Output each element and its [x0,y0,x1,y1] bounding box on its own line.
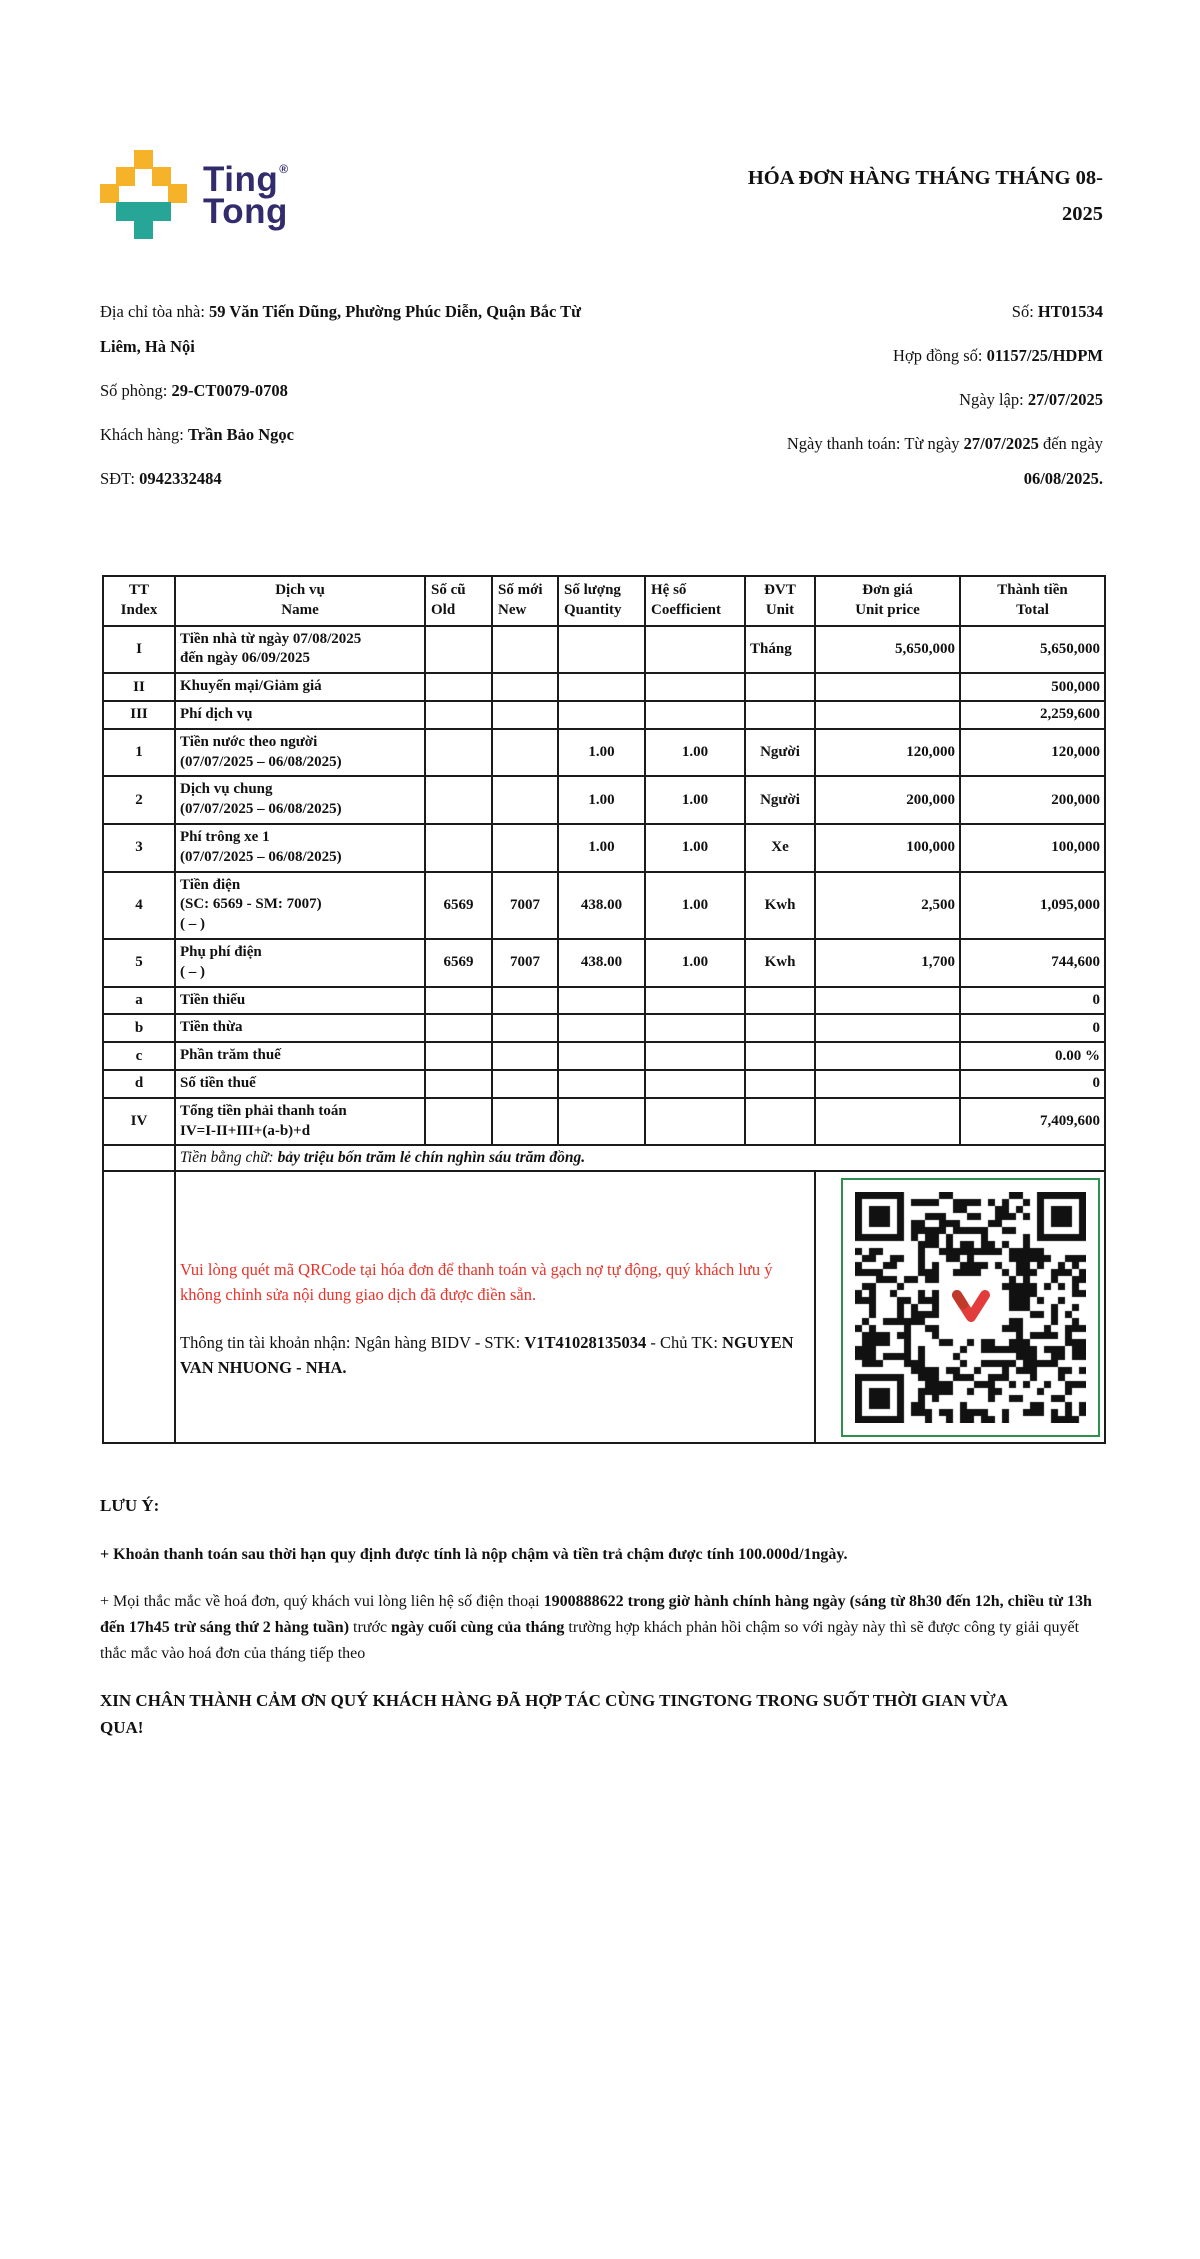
column-header: Số cũ Old [425,576,492,626]
table-row: b Tiền thừa 0 [103,1014,1105,1042]
notes-heading: LƯU Ý: [100,1496,160,1516]
payment-instructions [175,1171,815,1443]
table-row: 1 Tiền nước theo người (07/07/2025 – 06/08/2025) 1.00 1.00 Người 120,000 120,000 [103,729,1105,777]
invoice-info [0,294,1200,505]
column-header: TT Index [103,576,175,626]
invoice-number: Số: HT01534 [1011,302,1103,321]
contract-number: Hợp đồng số: 01157/25/HDPM [893,346,1103,365]
customer-name: Khách hàng: Trần Bảo Ngọc [100,425,295,444]
table-header-row [103,576,1105,626]
building-address: Địa chỉ tòa nhà: 59 Văn Tiến Dũng, Phường Phúc Diễn, Quận Bắc Từ Liêm, Hà Nội [100,302,582,356]
qr-code-box [841,1178,1100,1437]
logo-pixel-icon [100,150,188,238]
table-row: I Tiền nhà từ ngày 07/08/2025 đến ngày 06/09/2025 Tháng 5,650,000 5,650,000 [103,626,1105,674]
logo-wordmark: Ting® Tong [203,160,289,232]
column-header: Số lượng Quantity [558,576,645,626]
notes-section [0,1496,1200,1741]
invoice-meta [711,294,1103,505]
payment-period: Ngày thanh toán: Từ ngày 27/07/2025 đến ngày 06/08/2025. [786,434,1103,488]
tingtong-logo [100,150,289,238]
column-header: Dịch vụ Name [175,576,425,626]
amount-in-words: Tiền bằng chữ: bảy triệu bốn trăm lẻ chín nghìn sáu trăm đồng. [175,1145,1105,1171]
table-row: II Khuyến mại/Giảm giá 500,000 [103,673,1105,701]
hotline-note: + Mọi thắc mắc về hoá đơn, quý khách vui lòng liên hệ số điện thoại 1900888622 trong giờ hành chính hàng ngày (sáng từ 8h30 đến 12h, chiều từ 13h đến 17h45 trừ sáng thứ 2 hàng tuần) trước ngày cuối cùng của tháng trường hợp khách phản hồi chậm so với ngày này thì sẽ được công ty giải quyết thắc mắc vào hoá đơn của tháng tiếp theo [100,1593,1092,1663]
invoice-table [102,575,1106,1444]
customer-phone: SĐT: 0942332484 [100,469,222,488]
table-row: a Tiền thiếu 0 [103,987,1105,1015]
column-header: Số mới New [492,576,558,626]
table-row: IV Tổng tiền phải thanh toán IV=I-II+III+(a-b)+d 7,409,600 [103,1098,1105,1146]
column-header: ĐVT Unit [745,576,815,626]
column-header: Đơn giá Unit price [815,576,960,626]
bank-account-info: Thông tin tài khoản nhận: Ngân hàng BIDV - STK: V1T41028135034 - Chủ TK: NGUYEN VAN NHUONG - NHA. [180,1332,794,1377]
doc-header [0,0,1200,238]
issue-date: Ngày lập: 27/07/2025 [959,390,1103,409]
closing-thanks: XIN CHÂN THÀNH CẢM ƠN QUÝ KHÁCH HÀNG ĐÃ HỢP TÁC CÙNG TINGTONG TRONG SUỐT THỜI GIAN VỪA QUA! [100,1691,1007,1738]
table-row: III Phí dịch vụ 2,259,600 [103,701,1105,729]
table-row: 4 Tiền điện (SC: 6569 - SM: 7007) ( – ) 6569 7007 438.00 1.00 Kwh 2,500 1,095,000 [103,872,1105,939]
table-row: c Phần trăm thuế 0.00 % [103,1042,1105,1070]
column-header: Thành tiền Total [960,576,1105,626]
table-row: 2 Dịch vụ chung (07/07/2025 – 06/08/2025) 1.00 1.00 Người 200,000 200,000 [103,776,1105,824]
building-info [100,294,586,505]
table-row: d Số tiền thuế 0 [103,1070,1105,1098]
qr-note-red: Vui lòng quét mã QRCode tại hóa đơn để thanh toán và gạch nợ tự động, quý khách lưu ý không chỉnh sửa nội dung giao dịch đã được điền sẵn. [180,1259,773,1304]
late-payment-note: + Khoản thanh toán sau thời hạn quy định được tính là nộp chậm và tiền trả chậm được tính 100.000d/1ngày. [100,1546,848,1564]
table-row: 5 Phụ phí điện ( – ) 6569 7007 438.00 1.00 Kwh 1,700 744,600 [103,939,1105,987]
room-number: Số phòng: 29-CT0079-0708 [100,381,288,400]
table-row: 3 Phí trông xe 1 (07/07/2025 – 06/08/2025) 1.00 1.00 Xe 100,000 100,000 [103,824,1105,872]
vietqr-v-icon [948,1286,994,1328]
invoice-table-body [103,626,1105,1146]
qr-row [103,1171,1105,1443]
registered-mark: ® [279,162,289,176]
invoice-title: HÓA ĐƠN HÀNG THÁNG THÁNG 08- 2025 [747,167,1103,225]
amount-in-words-row [103,1145,1105,1171]
column-header: Hệ số Coefficient [645,576,745,626]
